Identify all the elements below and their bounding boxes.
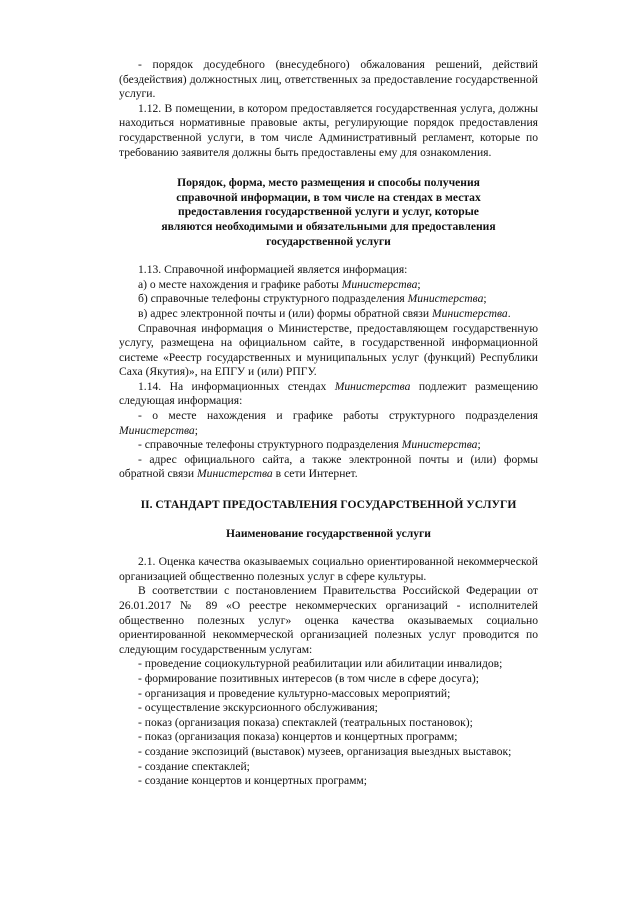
- paragraph-1-13: 1.13. Справочной информацией является информация:: [138, 263, 408, 277]
- intro-paragraph-1: - порядок досудебного (внесудебного) обжалования решений, действий (бездействия) должностных лиц, ответственных за предоставление государственной услуги.: [119, 58, 538, 101]
- heading-line: предоставления государственной услуги и услуг, которые: [178, 205, 479, 219]
- list-item: - формирование позитивных интересов (в том числе в сфере досуга);: [138, 671, 480, 685]
- reference-info-paragraph: Справочная информация о Министерстве, предоставляющем государственную услугу, размещена на официальном сайте, в государственной информационной системе «Реестр государственных и муниципальных услуг (функций) Республики Саха (Якутия)», на ЕПГУ и (или) РПГУ.: [119, 321, 538, 379]
- stand-item-1: - о месте нахождения и графике работы структурного подразделения Министерства;: [119, 409, 538, 437]
- ministry-emphasis: Министерства: [401, 438, 478, 452]
- list-item: - показ (организация показа) концертов и концертных программ;: [138, 730, 458, 744]
- ministry-emphasis: Министерства: [119, 423, 195, 437]
- heading-line: являются необходимыми и обязательными для предоставления: [161, 219, 496, 233]
- heading-line: Порядок, форма, место размещения и способы получения: [177, 176, 480, 190]
- service-name-subtitle: Наименование государственной услуги: [226, 526, 431, 540]
- heading-line: справочной информации, в том числе на стендах в местах: [176, 190, 481, 204]
- stand-item-3: - адрес официального сайта, а также электронной почты и (или) формы обратной связи Министерства в сети Интернет.: [119, 452, 538, 481]
- ministry-emphasis: Министерства: [197, 467, 273, 481]
- ministry-emphasis: Министерства: [432, 306, 508, 320]
- ministry-emphasis: Министерства: [341, 277, 418, 291]
- services-list: [119, 657, 538, 788]
- list-item: - показ (организация показа) спектаклей (театральных постановок);: [138, 715, 473, 729]
- list-item-a: а) о месте нахождения и графике работы Министерства;: [138, 277, 421, 291]
- decree-paragraph: В соответствии с постановлением Правительства Российской Федерации от 26.01.2017 № 89 «О реестре некоммерческих организаций - исполнителей общественно полезных услуг» оценка качества оказываемых социально ориентированной некоммерческой организацией полезных услуг проводится по следующим государственным услугам:: [119, 584, 538, 656]
- stand-item-2: - справочные телефоны структурного подразделения Министерства;: [138, 438, 481, 452]
- heading-line: государственной услуги: [266, 234, 391, 248]
- list-item: - создание спектаклей;: [138, 759, 250, 773]
- list-item: - создание концертов и концертных программ;: [138, 774, 367, 788]
- list-item: - осуществление экскурсионного обслуживания;: [138, 701, 378, 715]
- section-info-heading: [119, 176, 538, 249]
- list-item-b: б) справочные телефоны структурного подразделения Министерства;: [138, 292, 487, 306]
- ministry-emphasis: Министерства: [334, 379, 411, 393]
- list-item: - проведение социокультурной реабилитации или абилитации инвалидов;: [138, 657, 503, 671]
- ministry-emphasis: Министерства: [407, 292, 484, 306]
- paragraph-1-14: 1.14. На информационных стендах Министерства подлежит размещению следующая информация:: [119, 379, 538, 408]
- list-item-c: в) адрес электронной почты и (или) формы обратной связи Министерства.: [138, 306, 511, 320]
- intro-paragraph-2: 1.12. В помещении, в котором предоставляется государственная услуга, должны находиться нормативные правовые акты, регулирующие порядок предоставления государственной услуги, в том числе Административный регламент, которые по требованию заявителя должны быть предоставлены ему для ознакомления.: [119, 101, 538, 159]
- section-2-title: II. СТАНДАРТ ПРЕДОСТАВЛЕНИЯ ГОСУДАРСТВЕННОЙ УСЛУГИ: [140, 498, 517, 512]
- list-item: - организация и проведение культурно-массовых мероприятий;: [138, 686, 451, 700]
- paragraph-2-1: 2.1. Оценка качества оказываемых социально ориентированной некоммерческой организацией общественно полезных услуг в сфере культуры.: [119, 555, 538, 583]
- list-item: - создание экспозиций (выставок) музеев, организация выездных выставок;: [138, 744, 512, 758]
